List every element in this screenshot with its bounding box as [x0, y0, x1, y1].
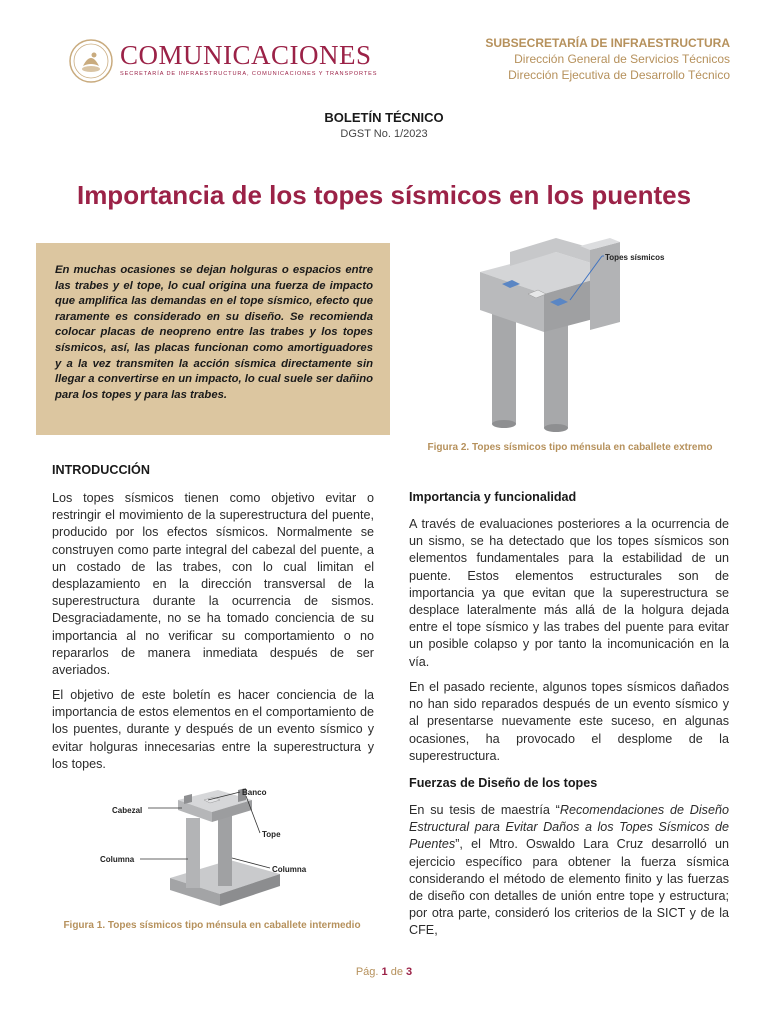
- forces-text-intro: En su tesis de maestría “: [409, 803, 560, 817]
- forces-heading: Fuerzas de Diseño de los topes: [409, 776, 598, 790]
- label-columna-right: Columna: [272, 865, 307, 874]
- label-cabezal: Cabezal: [112, 806, 143, 815]
- forces-text: [409, 802, 729, 940]
- intro-heading: INTRODUCCIÓN: [52, 463, 150, 477]
- label-tope: Tope: [262, 830, 281, 839]
- subsecretariat: SUBSECRETARÍA DE INFRAESTRUCTURA: [485, 36, 730, 50]
- highlight-text: En muchas ocasiones se dejan holguras o espacios entre las trabes y el tope, lo cual origina una fuerza de impacto que amplifica las demandas en el tope sísmico, efecto que raramente es considerado en su diseño. Se recomienda colocar placas de neopreno entre las trabes y los topes sísmicos, así, las placas funcionan como amortiguadores y a la vez transmiten la acción sísmica directamente sin llegar a convertirse en un impacto, lo cual suele ser dañino para los topes y para las trabes.: [55, 264, 373, 401]
- forces-text-rest: ”, el Mtro. Oswaldo Lara Cruz desarrolló un ejercicio específico para obtener la fuerza sísmica considerando el método de elemento finito y las fuerzas de diseño con detalles de unión entre tope y estructura; por otra parte, consideró los criterios de la SICT y de la CFE,: [409, 837, 729, 938]
- logo-title: COMUNICACIONES: [120, 40, 372, 70]
- figure-2-label: Topes sísmicos: [605, 253, 665, 262]
- intro-text-2: El objetivo de este boletín es hacer conciencia de la importancia de estos elementos en el comportamiento de los puentes, durante y después de un evento sísmico y evitar holguras innecesarias entre la superestructura y los topes.: [52, 688, 374, 771]
- highlight-box: [36, 243, 390, 435]
- logo-subtitle: SECRETARÍA DE INFRAESTRUCTURA, COMUNICACIONES Y TRANSPORTES: [120, 71, 378, 77]
- importance-paragraph-2: [409, 679, 729, 765]
- intro-text-1: Los topes sísmicos tienen como objetivo evitar o restringir el movimiento de la superestructura del puente, producido por los efectos sísmicos. Normalmente se construyen como parte integral del cabezal del puente, a un costado de las trabes, con lo cual limitan el desplazamiento en la dirección transversal de la superestructura durante la ocurrencia de sismos. Desgraciadamente, no se ha tomado conciencia de su importancia al no verificar su comportamiento o no repararlos de manera inmediata después de ser averiados.: [52, 491, 374, 678]
- figure-1-caption: Figura 1. Topes sísmicos tipo ménsula en caballete intermedio: [63, 920, 361, 931]
- bulletin-number: DGST No. 1/2023: [340, 128, 428, 140]
- figure-2-caption: Figura 2. Topes sísmicos tipo ménsula en caballete extremo: [427, 442, 713, 453]
- executive-directorate: Dirección Ejecutiva de Desarrollo Técnico: [508, 68, 730, 82]
- agency-logo: [68, 36, 388, 90]
- label-columna-left: Columna: [100, 855, 135, 864]
- importance-text-1: A través de evaluaciones posteriores a la ocurrencia de un sismo, se ha detectado que los topes sísmicos son elementos fundamentales para la estabilidad de un puente. Estos elementos estructurales son de importancia ya que evitan que la superestructura se desplace lateralmente más allá de la holgura dejada entre el tope sísmico y las trabes del puente para evitar un posible colapso y por tanto la incomunicación en la vía.: [409, 517, 729, 669]
- bulletin-title: BOLETÍN TÉCNICO: [324, 110, 444, 125]
- page-prefix: Pág.: [355, 966, 379, 978]
- general-directorate: Dirección General de Servicios Técnicos: [514, 52, 730, 66]
- department-header: [485, 35, 730, 83]
- national-seal-icon: [68, 38, 114, 84]
- page-footer: [0, 966, 768, 978]
- intro-paragraph-1: [52, 490, 374, 679]
- page-title: Importancia de los topes sísmicos en los puentes: [76, 180, 692, 210]
- label-banco: Banco: [242, 788, 267, 797]
- page-total: 3: [406, 966, 413, 978]
- page-of: de: [390, 966, 403, 978]
- forces-paragraph: [409, 802, 729, 940]
- figure-2-illustration: [470, 232, 690, 437]
- thesis-title: Recomendaciones de Diseño Estructural para Evitar Daños a los Topes Sísmicos de Puentes: [409, 803, 729, 852]
- importance-text-2: En el pasado reciente, algunos topes sísmicos dañados no han sido reparados después de un evento sísmico y al presentarse nuevamente este suceso, en algunas ocasiones, ha provocado el desplome de la superestructura.: [409, 680, 729, 763]
- section-heading-importancia: [409, 489, 729, 506]
- importance-paragraph-1: [409, 516, 729, 671]
- importance-heading: Importancia y funcionalidad: [409, 490, 577, 504]
- section-heading-introduccion: [52, 462, 374, 479]
- figure-1-illustration: [100, 778, 340, 913]
- section-heading-fuerzas: [409, 775, 729, 792]
- page-current: 1: [381, 966, 388, 978]
- intro-paragraph-2: [52, 687, 374, 773]
